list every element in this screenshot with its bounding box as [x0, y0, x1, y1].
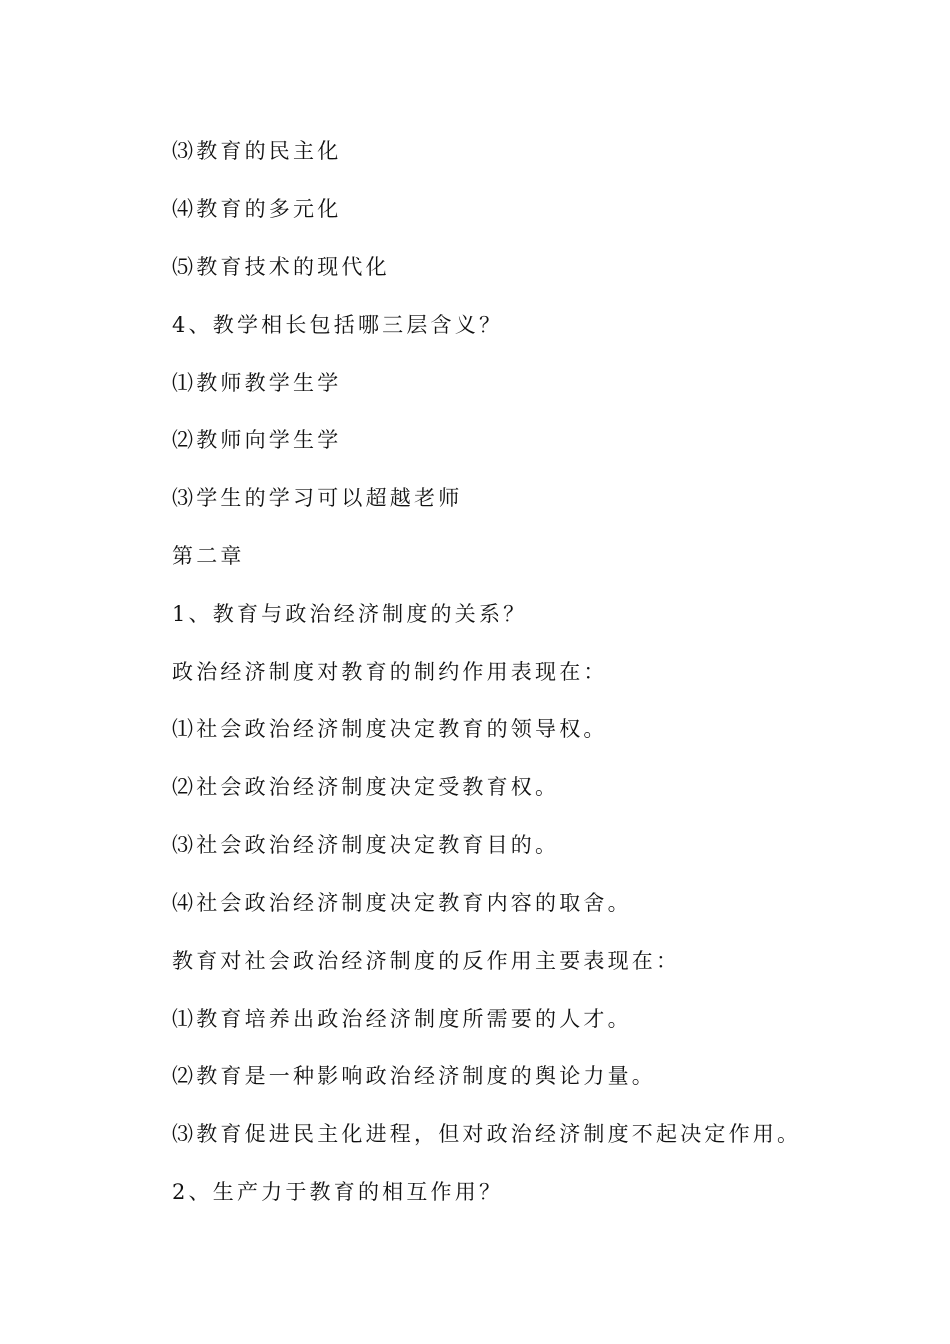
list-item-public-opinion: ⑵教育是一种影响政治经济制度的舆论力量。 — [172, 1064, 656, 1088]
list-item-technology-modernization: ⑸教育技术的现代化 — [172, 255, 390, 279]
question-heading-1: 1、教育与政治经济制度的关系？ — [172, 602, 528, 626]
list-item-leadership: ⑴社会政治经济制度决定教育的领导权。 — [172, 717, 608, 741]
list-item-education-content: ⑷社会政治经济制度决定教育内容的取舍。 — [172, 891, 632, 915]
list-item-democratization-process: ⑶教育促进民主化进程，但对政治经济制度不起决定作用。 — [172, 1122, 802, 1146]
paragraph-constraint-intro: 政治经济制度对教育的制约作用表现在： — [172, 660, 608, 684]
list-item-democratization: ⑶教育的民主化 — [172, 139, 342, 163]
list-item-diversification: ⑷教育的多元化 — [172, 197, 342, 221]
question-heading-4: 4、教学相长包括哪三层含义？ — [172, 313, 504, 337]
list-item-student-surpasses: ⑶学生的学习可以超越老师 — [172, 486, 463, 510]
chapter-heading: 第二章 — [172, 544, 245, 568]
list-item-teacher-learns: ⑵教师向学生学 — [172, 428, 342, 452]
list-item-right-to-education: ⑵社会政治经济制度决定受教育权。 — [172, 775, 560, 799]
list-item-teacher-teaches: ⑴教师教学生学 — [172, 371, 342, 395]
list-item-talent: ⑴教育培养出政治经济制度所需要的人才。 — [172, 1007, 632, 1031]
question-heading-2: 2、生产力于教育的相互作用？ — [172, 1180, 504, 1204]
paragraph-reaction-intro: 教育对社会政治经济制度的反作用主要表现在： — [172, 949, 681, 973]
list-item-education-purpose: ⑶社会政治经济制度决定教育目的。 — [172, 833, 560, 857]
